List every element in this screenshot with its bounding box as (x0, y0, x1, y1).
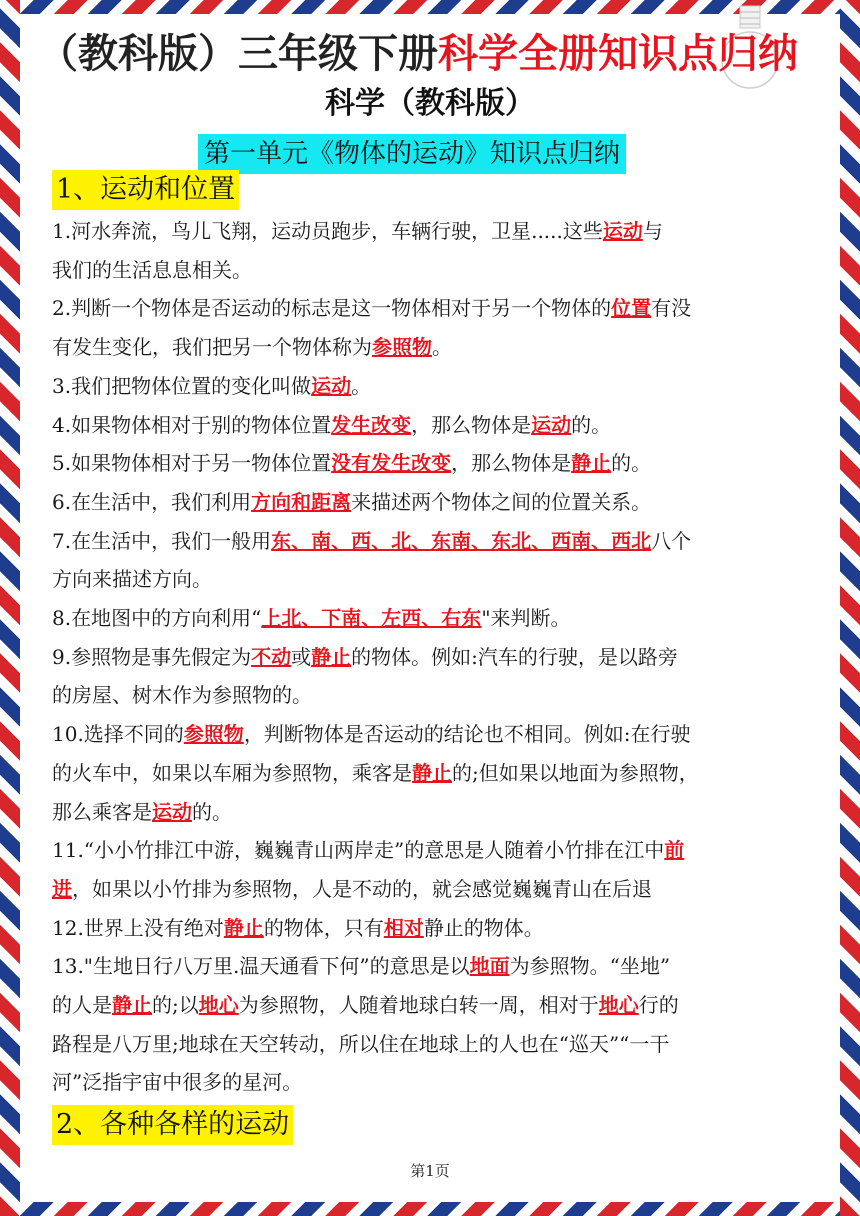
line-text: 5.如果物体相对于另一物体位置 (52, 451, 332, 476)
section-heading-2: 2、各种各样的运动 (52, 1105, 293, 1145)
text-line (52, 289, 812, 328)
section-heading-1: 1、运动和位置 (52, 170, 239, 210)
text-line (52, 367, 812, 406)
line-text: 的物体。例如:汽车的行驶，是以路旁 (351, 644, 678, 669)
keyword: 上北、下南、左西、右东 (261, 606, 482, 630)
keyword: 发生改变 (331, 412, 412, 437)
airmail-border-left (0, 0, 20, 1216)
line-text: 行的 (638, 993, 679, 1017)
line-text: 或 (291, 644, 312, 669)
text-line (52, 870, 812, 909)
banner-title-part2: 科学全册知识点归纳 (438, 31, 798, 77)
line-text: ，那么物体是 (451, 451, 572, 476)
line-text: "来判断。 (481, 606, 571, 630)
text-line (52, 676, 812, 715)
keyword: 没有发生改变 (331, 451, 452, 476)
text-line (52, 1025, 812, 1064)
line-text: 的房屋、树木作为参照物的。 (52, 683, 312, 708)
keyword: 地心 (598, 993, 639, 1017)
unit-title: 第一单元《物体的运动》知识点归纳 (198, 134, 626, 174)
line-text: 2.判断一个物体是否运动的标志是这一物体相对于另一个物体的 (52, 296, 612, 321)
page-banner-title (38, 28, 838, 80)
line-text: 路程是八万里;地球在天空转动，所以住在地球上的人也在“巡天”“一干 (52, 1031, 670, 1056)
line-text: 。 (432, 335, 452, 360)
keyword: 运动 (531, 412, 572, 437)
line-text: 静止的物体。 (423, 915, 544, 940)
line-text: 的。 (611, 451, 652, 476)
line-text: 来描述两个物体之间的位置关系。 (351, 489, 652, 514)
text-line (52, 212, 812, 251)
line-text: 8.在地图中的方向利用“ (52, 606, 262, 630)
line-text: 13."生地日行八万里.温天通看下何”的意思是以 (52, 954, 470, 979)
line-text: 7.在生活中，我们一般用 (52, 528, 272, 553)
line-text: 方向来描述方向。 (52, 567, 212, 592)
line-text: 的。 (571, 412, 612, 437)
banner-title-part1: （教科版）三年级下册 (38, 31, 438, 77)
line-text: 为参照物。“坐地” (509, 954, 671, 979)
line-text: 八个 (651, 528, 692, 553)
text-line (52, 638, 812, 677)
keyword: 静止 (311, 644, 352, 669)
text-line (52, 831, 812, 870)
line-text: 11.“小小竹排江中游，巍巍青山两岸走”的意思是人随着小竹排在江中 (52, 838, 665, 863)
page-number: 第1页 (410, 1162, 450, 1180)
line-text: 3.我们把物体位置的变化叫做 (52, 373, 312, 398)
keyword: 方向和距离 (251, 489, 352, 514)
keyword: 相对 (383, 915, 424, 940)
line-text: ，那么物体是 (411, 412, 532, 437)
keyword: 参照物 (372, 335, 432, 360)
text-line (52, 715, 812, 754)
keyword: 不动 (251, 644, 292, 669)
line-text: 的。 (192, 799, 232, 824)
keyword: 参照物 (183, 722, 244, 747)
line-text: 有发生变化，我们把另一个物体称为 (52, 335, 372, 360)
text-line (52, 251, 812, 290)
line-text: 的;以 (152, 993, 199, 1017)
text-line (52, 522, 812, 561)
keyword: 地面 (469, 954, 510, 979)
text-line (52, 947, 812, 986)
line-text: 与 (642, 219, 663, 243)
keyword: 静止 (571, 451, 612, 476)
keyword: 静止 (223, 915, 264, 940)
keyword: 地心 (198, 993, 239, 1017)
keyword: 位置 (611, 296, 652, 321)
keyword: 运动 (602, 219, 643, 243)
keyword: 运动 (311, 373, 352, 398)
text-line (52, 406, 812, 445)
line-text: 的物体，只有 (263, 915, 384, 940)
line-text: 的;但如果以地面为参照物， (452, 760, 699, 785)
keyword: 东、南、西、北、东南、东北、西南、西北 (271, 528, 652, 553)
page-subtitle: 科学（教科版） (325, 86, 535, 121)
keyword: 前 (664, 838, 685, 863)
text-line (52, 328, 812, 367)
line-text: 6.在生活中，我们利用 (52, 489, 252, 514)
keyword: 运动 (152, 799, 192, 824)
text-line (52, 483, 812, 522)
keyword: 进 (52, 876, 72, 901)
text-line (52, 599, 812, 638)
text-line (52, 754, 812, 793)
line-text: 那么乘客是 (52, 799, 152, 824)
line-text: 12.世界上没有绝对 (52, 915, 224, 940)
line-text: 我们的生活息息相关。 (52, 257, 252, 282)
line-text: 4.如果物体相对于别的物体位置 (52, 412, 332, 437)
line-text: 1.河水奔流，鸟儿飞翔，运动员跑步，车辆行驶，卫星.....这些 (52, 219, 603, 243)
text-line (52, 444, 812, 483)
line-text: 。 (351, 373, 372, 398)
line-text: ，如果以小竹排为参照物，人是不动的，就会感觉巍巍青山在后退 (72, 876, 652, 901)
line-text: 有没 (651, 296, 692, 321)
line-text: 为参照物，人随着地球白转一周，相对于 (238, 993, 599, 1017)
text-line (52, 1063, 812, 1102)
line-text: 9.参照物是事先假定为 (52, 644, 252, 669)
line-text: 河”泛指宇宙中很多的星河。 (52, 1070, 303, 1095)
airmail-border-right (840, 0, 860, 1216)
line-text: 10.选择不同的 (52, 722, 184, 747)
text-line (52, 909, 812, 948)
line-text: 的火车中，如果以车厢为参照物，乘客是 (52, 760, 412, 785)
text-line (52, 560, 812, 599)
line-text: ，判断物体是否运动的结论也不相同。例如:在行驶 (243, 722, 691, 747)
text-line (52, 986, 812, 1025)
keyword: 静止 (112, 993, 152, 1017)
line-text: 的人是 (52, 993, 112, 1017)
text-line (52, 793, 812, 832)
airmail-border-bottom (0, 1202, 860, 1216)
keyword: 静止 (412, 760, 452, 785)
